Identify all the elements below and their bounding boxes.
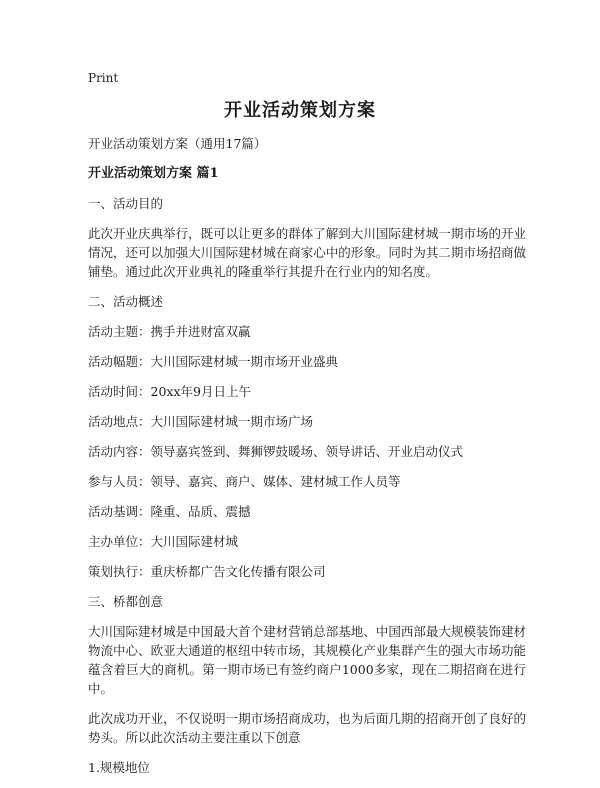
paragraph-creative-intro: 大川国际建材城是中国最大首个建材营销总部基地、中国西部最大规模装饰建材物流中心、欧亚大通道的枢纽中转市场，其规模化产业集群产生的强大市场功能蕴含着巨大的商机。第一期市场已有签约商户1000多家，现在二期招商在进行中。: [88, 624, 526, 696]
overview-item-time: 活动时间：20xx年9月日上午: [88, 384, 251, 399]
overview-item-executor: 策划执行：重庆桥都广告文化传播有限公司: [88, 564, 326, 579]
section-heading-purpose: 一、活动目的: [88, 196, 164, 211]
section-heading-overview: 二、活动概述: [88, 294, 164, 309]
page-title: 开业活动策划方案: [224, 100, 376, 121]
overview-item-banner: 活动幅题：大川国际建材城一期市场开业盛典: [88, 354, 339, 369]
overview-item-theme: 活动主题：携手并进财富双赢: [88, 324, 251, 339]
overview-item-tone: 活动基调：隆重、品质、震撼: [88, 504, 251, 519]
document-subtitle: 开业活动策划方案（通用17篇）: [88, 136, 267, 151]
overview-item-location: 活动地点：大川国际建材城一期市场广场: [88, 414, 314, 429]
overview-item-content: 活动内容：领导嘉宾签到、舞狮锣鼓暖场、领导讲话、开业启动仪式: [88, 444, 464, 459]
overview-item-participants: 参与人员：领导、嘉宾、商户、媒体、建材城工作人员等: [88, 474, 401, 489]
paragraph-creative-focus: 此次成功开业，不仅说明一期市场招商成功，也为后面几期的招商开创了良好的势头。所以此次活动主要注重以下创意: [88, 711, 526, 745]
section-heading-creative: 三、桥都创意: [88, 594, 164, 609]
overview-item-organizer: 主办单位：大川国际建材城: [88, 534, 239, 549]
print-link[interactable]: Print: [88, 71, 119, 85]
paragraph-purpose: 此次开业庆典举行，既可以让更多的群体了解到大川国际建材城一期市场的开业情况，还可以加强大川国际建材城在商家心中的形象。同时为其二期市场招商做铺垫。通过此次开业典礼的隆重举行其提升在行业内的知名度。: [88, 226, 526, 279]
subheading-scale: 1.规模地位: [88, 760, 150, 775]
document-body: [88, 134, 526, 788]
section-title: 开业活动策划方案 篇1: [88, 166, 219, 181]
